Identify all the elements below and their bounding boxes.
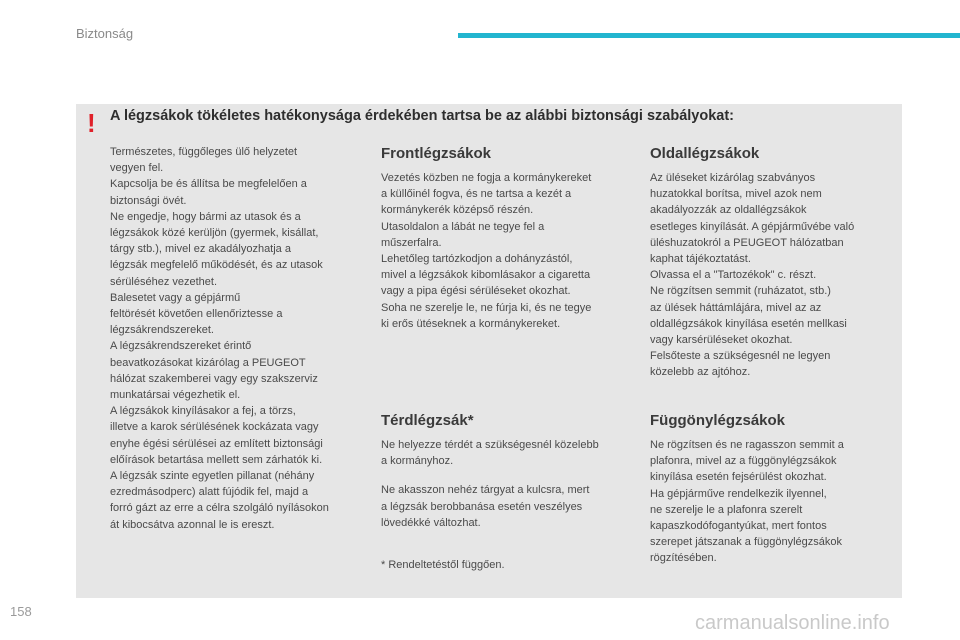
page-number: 158 <box>10 604 32 619</box>
side-airbag-section <box>650 144 895 381</box>
curtain-airbag-section <box>650 411 895 567</box>
section-title: Biztonság <box>76 26 134 41</box>
knee-airbag-title: Térdlégzsák* <box>381 412 474 429</box>
front-airbag-text: Vezetés közben ne fogja a kormánykereket a küllőinél fogva, és ne tartsa a kezét a kormánykerék középső részén. Utasoldalon a lábát ne tegye fel a műszerfalra. Lehetőleg tartózkodjon a dohányzástól, mivel a légzsákok kibomlásakor a cigaretta vagy a pipa égési sérüléseket okozhat. Soha ne szerelje le, ne fúrja ki, és ne tegye ki erős ütéseknek a kormánykereket. <box>381 172 592 330</box>
watermark: carmanualsonline.info <box>695 612 890 634</box>
exclamation-icon: ! <box>87 108 96 138</box>
general-column <box>110 144 362 533</box>
knee-airbag-text-1: Ne helyezze térdét a szükségesnél közelebb a kormányhoz. <box>381 439 599 468</box>
footnote: * Rendeltetéstől függően. <box>381 559 505 572</box>
curtain-airbag-title: Függönylégzsákok <box>650 412 786 429</box>
front-airbag-section <box>381 144 631 332</box>
knee-airbag-section <box>381 411 631 573</box>
curtain-airbag-text: Ne rögzítsen és ne ragasszon semmit a plafonra, mivel az a függönylégzsákok kinyílása esetén fejsérülést okozhat. Ha gépjárműve rendelkezik ilyennel, ne szerelje le a plafonra szerelt kapaszkodófogantyúkat, mert fontos szerepet játszanak a függönylégzsákok rögzítésében. <box>650 439 844 565</box>
side-airbag-text: Az üléseket kizárólag szabványos huzatokkal borítsa, mivel azok nem akadályozzák az oldallégzsákok esetleges kinyílását. A gépjárművébe való üléshuzatokról a PEUGEOT hálózatban kaphat tájékoztatást. Olvassa el a "Tartozékok" c. részt. Ne rögzítsen semmit (ruházatot, stb.) az ülések háttámlájára, mivel az az oldallégzsákok kinyílása esetén mellkasi vagy karsérüléseket okozhat. Felsőteste a szükségesnél ne legyen közelebb az ajtóhoz. <box>650 172 855 379</box>
warning-heading: A légzsákok tökéletes hatékonysága érdekében tartsa be az alábbi biztonsági szabályokat: <box>110 108 734 124</box>
side-airbag-title: Oldallégzsákok <box>650 145 760 162</box>
header-accent-bar <box>458 33 960 38</box>
front-airbag-title: Frontlégzsákok <box>381 145 492 162</box>
knee-airbag-text-2: Ne akasszon nehéz tárgyat a kulcsra, mert a légzsák berobbanása esetén veszélyes lövedékké változhat. <box>381 484 590 529</box>
general-text: Természetes, függőleges ülő helyzetet vegyen fel. Kapcsolja be és állítsa be megfelelően a biztonsági övét. Ne engedje, hogy bármi az utasok és a légzsákok közé kerüljön (gyermek, kisállat, tárgy stb.), mivel ez akadályozhatja a légzsák megfelelő működését, és az utasok sérüléséhez vezethet. Balesetet vagy a gépjármű feltörését követően ellenőriztesse a légzsákrendszereket. A légzsákrendszereket érintő beavatkozásokat kizárólag a PEUGEOT hálózat szakemberei vagy egy szakszerviz munkatársai végezhetik el. A légzsákok kinyílásakor a fej, a törzs, illetve a karok sérülésének kockázata vagy enyhe égési sérülései az említett biztonsági előírások betartása mellett sem zárhatók ki. A légzsák szinte egyetlen pillanat (néhány ezredmásodperc) alatt fújódik fel, majd a forró gázt az erre a célra szolgáló nyílásokon át kibocsátva azonnal le is ereszt. <box>110 146 329 531</box>
